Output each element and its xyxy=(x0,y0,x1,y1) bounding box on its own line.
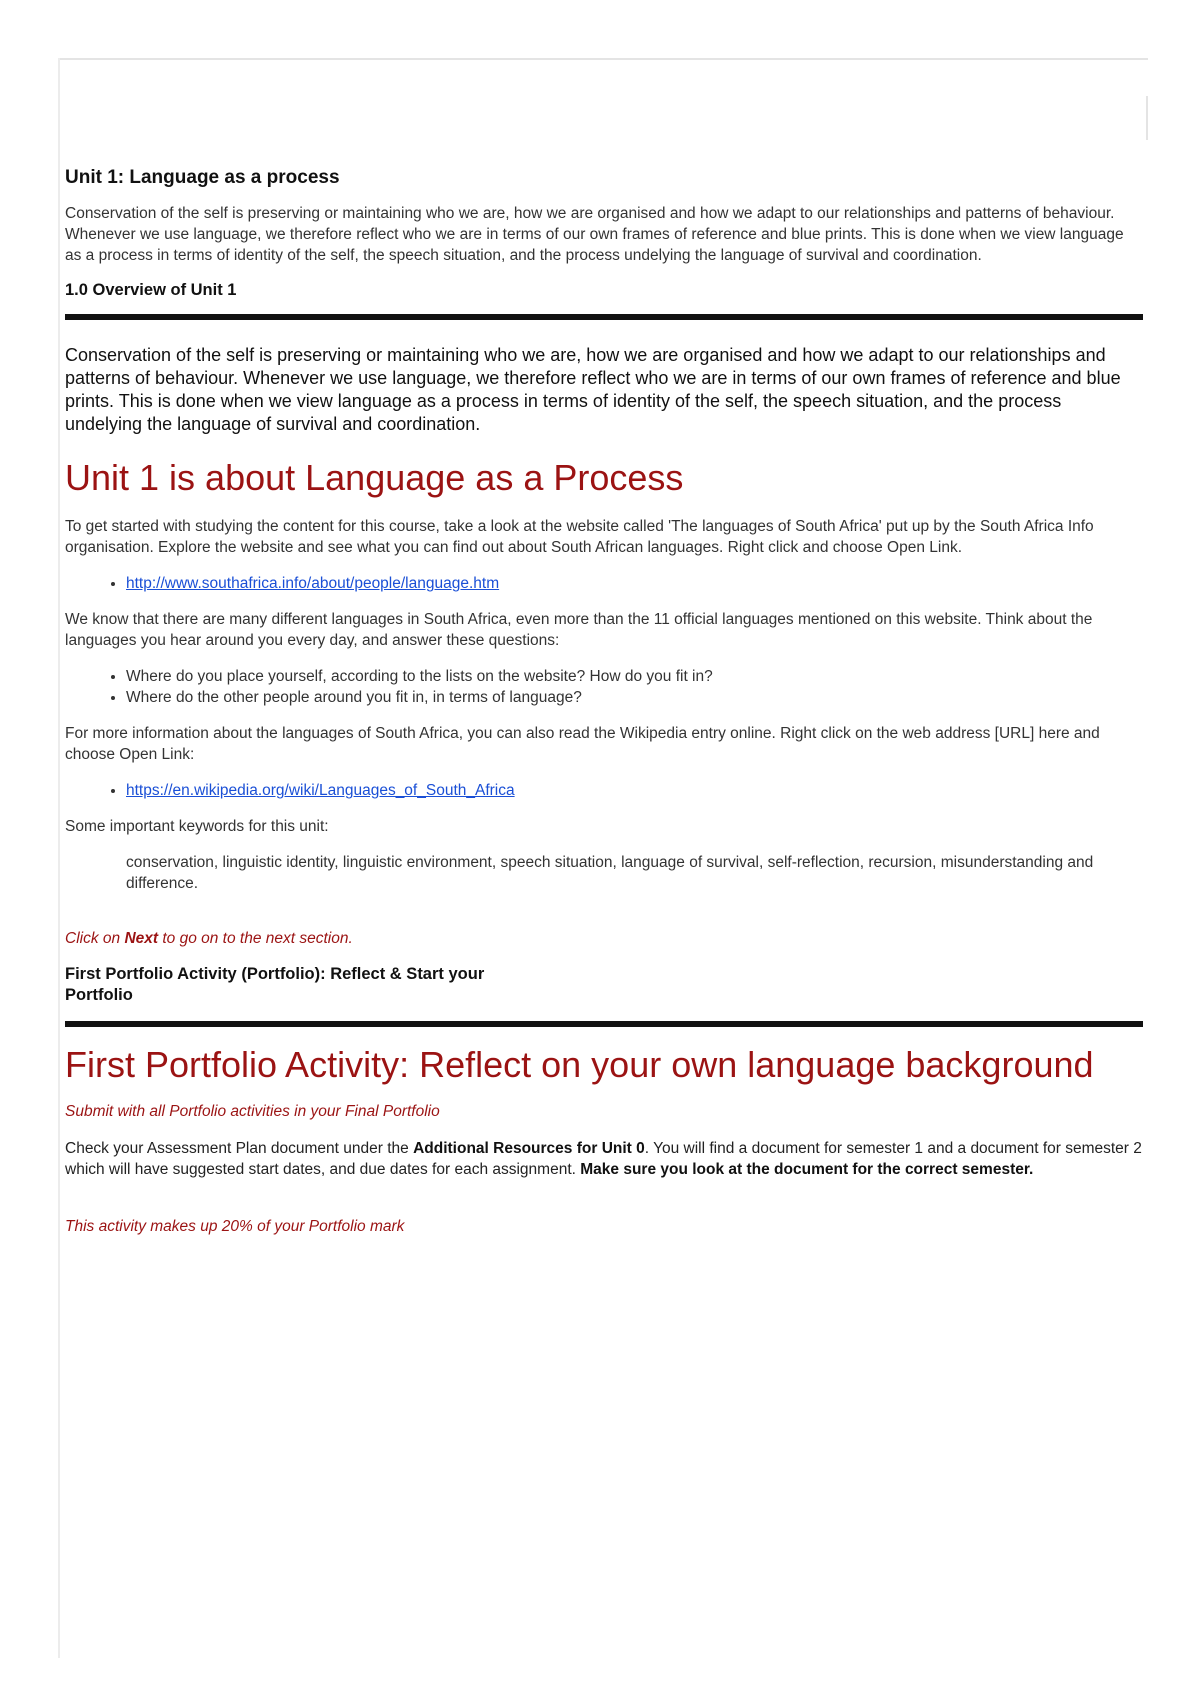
portfolio-heading: First Portfolio Activity: Reflect on your own language background xyxy=(65,1044,1094,1085)
next-instruction-post: to go on to the next section. xyxy=(158,930,353,947)
page-frame-top xyxy=(58,58,1148,60)
next-instruction-pre: Click on xyxy=(65,930,125,947)
keywords-list: conservation, linguistic identity, linguistic environment, speech situation, language of survival, self-reflection, recursion, misunderstanding and difference. xyxy=(126,854,1094,892)
overview-heading: 1.0 Overview of Unit 1 xyxy=(65,281,237,299)
about-paragraph-2: We know that there are many different languages in South Africa, even more than the 11 official languages mentioned on this website. Think about the languages you hear around you every day, and answer these questions: xyxy=(65,611,1093,649)
overview-text: Conservation of the self is preserving or maintaining who we are, how we are organised and how we adapt to our relationships and patterns of behaviour. Whenever we use language, we therefore reflect who we are in terms of our own frames of reference and blue prints. This is done when we view language as a process in terms of identity of the self, the speech situation, and the process undelying the language of survival and coordination. xyxy=(65,345,1121,434)
question-list xyxy=(65,666,1143,708)
assessment-text-bold-2: Make sure you look at the document for the correct semester. xyxy=(580,1161,1034,1178)
section-divider xyxy=(65,314,1143,320)
southafrica-info-link[interactable]: http://www.southafrica.info/about/people/language.htm xyxy=(126,575,500,592)
unit-title: Unit 1: Language as a process xyxy=(65,167,340,188)
wikipedia-link[interactable]: https://en.wikipedia.org/wiki/Languages_of_South_Africa xyxy=(126,782,515,799)
document-content xyxy=(65,166,1143,1237)
about-paragraph-3: For more information about the languages of South Africa, you can also read the Wikipedia entry online. Right click on the web address [URL] here and choose Open Link: xyxy=(65,725,1100,763)
list-item: • Where do the other people around you fit in, in terms of language? xyxy=(126,687,1143,708)
portfolio-mark-note: This activity makes up 20% of your Portfolio mark xyxy=(65,1218,405,1235)
unit-intro: Conservation of the self is preserving or maintaining who we are, how we are organised and how we adapt to our relationships and patterns of behaviour. Whenever we use language, we therefore reflect who we are in terms of our own frames of reference and blue prints. This is done when we view language as a process in terms of identity of the self, the speech situation, and the process undelying the language of survival and coordination. xyxy=(65,205,1124,264)
list-item: • Where do you place yourself, according to the lists on the website? How do you fit in? xyxy=(126,666,1143,687)
section-divider xyxy=(65,1021,1143,1027)
link-list-1 xyxy=(65,573,1143,594)
assessment-plan-text xyxy=(65,1138,1143,1180)
about-heading: Unit 1 is about Language as a Process xyxy=(65,457,684,498)
portfolio-section-heading: First Portfolio Activity (Portfolio): Reflect & Start your Portfolio xyxy=(65,965,485,1004)
assessment-text-bold-1: Additional Resources for Unit 0 xyxy=(413,1140,645,1157)
assessment-text-mid: . You will find a document for semester 1 and a document for semester 2 which will have suggested start dates, and due dates for each assignment. xyxy=(65,1140,1142,1178)
page-frame-left xyxy=(58,58,60,1658)
page-frame-right xyxy=(1146,96,1148,140)
assessment-text-pre: Check your Assessment Plan document under the xyxy=(65,1140,414,1157)
link-list-2 xyxy=(65,780,1143,801)
list-item xyxy=(126,780,1143,801)
list-item xyxy=(126,573,1143,594)
next-instruction xyxy=(65,928,1143,949)
about-paragraph-1: To get started with studying the content for this course, take a look at the website called 'The languages of South Africa' put up by the South Africa Info organisation. Explore the website and see what you can find out about South African languages. Right click and choose Open Link. xyxy=(65,518,1094,556)
portfolio-submit-note: Submit with all Portfolio activities in your Final Portfolio xyxy=(65,1103,440,1120)
next-instruction-bold: Next xyxy=(124,930,159,947)
keywords-label: Some important keywords for this unit: xyxy=(65,818,329,835)
